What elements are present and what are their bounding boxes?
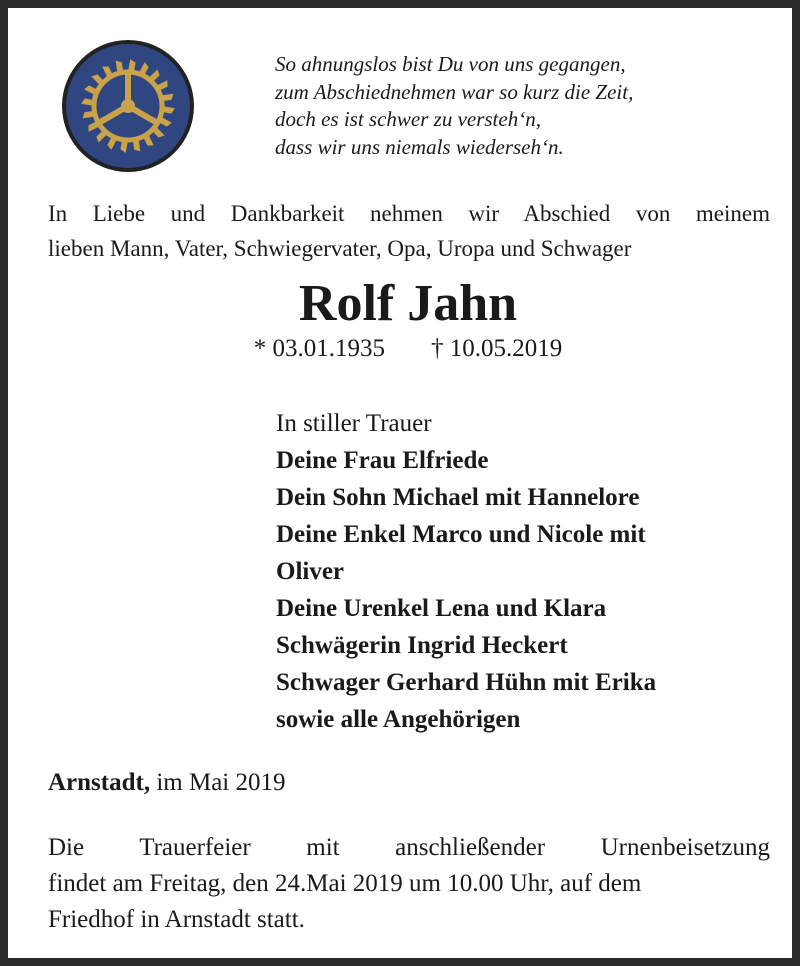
mourner-line: Schwager Gerhard Hühn mit Erika	[276, 669, 657, 696]
mourner-line: Deine Enkel Marco und Nicole mit	[276, 521, 646, 548]
poem-line: dass wir uns niemals wiederseh‘n.	[275, 134, 564, 159]
mourners-lead: In stiller Trauer	[276, 410, 432, 437]
mourner-line: Dein Sohn Michael mit Hannelore	[276, 484, 640, 511]
place-date	[48, 766, 286, 800]
mourner-line: Deine Frau Elfriede	[276, 447, 489, 474]
gear-wheel-emblem-icon	[60, 38, 196, 174]
ceremony-line: findet am Freitag, den 24.Mai 2019 um 10.00 Uhr, auf dem	[48, 870, 642, 897]
life-dates	[8, 332, 800, 366]
mourner-line: Deine Urenkel Lena und Klara	[276, 595, 607, 622]
place-city: Arnstadt,	[48, 769, 151, 796]
poem-line: So ahnungslos bist Du von uns gegangen,	[275, 52, 626, 76]
death-date: † 10.05.2019	[431, 335, 563, 362]
mourner-line: sowie alle Angehörigen	[276, 706, 521, 733]
mourners-list	[276, 405, 776, 738]
place-month: im Mai 2019	[150, 769, 286, 796]
deceased-name: Rolf Jahn	[298, 275, 518, 332]
mourner-line: Schwägerin Ingrid Heckert	[276, 632, 568, 659]
birth-date: * 03.01.1935	[253, 335, 385, 362]
poem-line: zum Abschiednehmen war so kurz die Zeit,	[275, 79, 634, 104]
memorial-poem	[275, 51, 633, 161]
mourner-line: Oliver	[276, 558, 345, 585]
intro-text	[48, 196, 770, 266]
ceremony-line: Die Trauerfeier mit anschließender Urnenbeisetzung	[48, 834, 770, 861]
poem-line: doch es ist schwer zu versteh‘n,	[275, 107, 541, 131]
intro-line: In Liebe und Dankbarkeit nehmen wir Abschied von meinem	[48, 201, 770, 226]
ceremony-line: Friedhof in Arnstadt statt.	[48, 906, 305, 933]
ceremony-info	[48, 830, 770, 938]
intro-line: lieben Mann, Vater, Schwiegervater, Opa, Uropa und Schwager	[48, 236, 632, 261]
